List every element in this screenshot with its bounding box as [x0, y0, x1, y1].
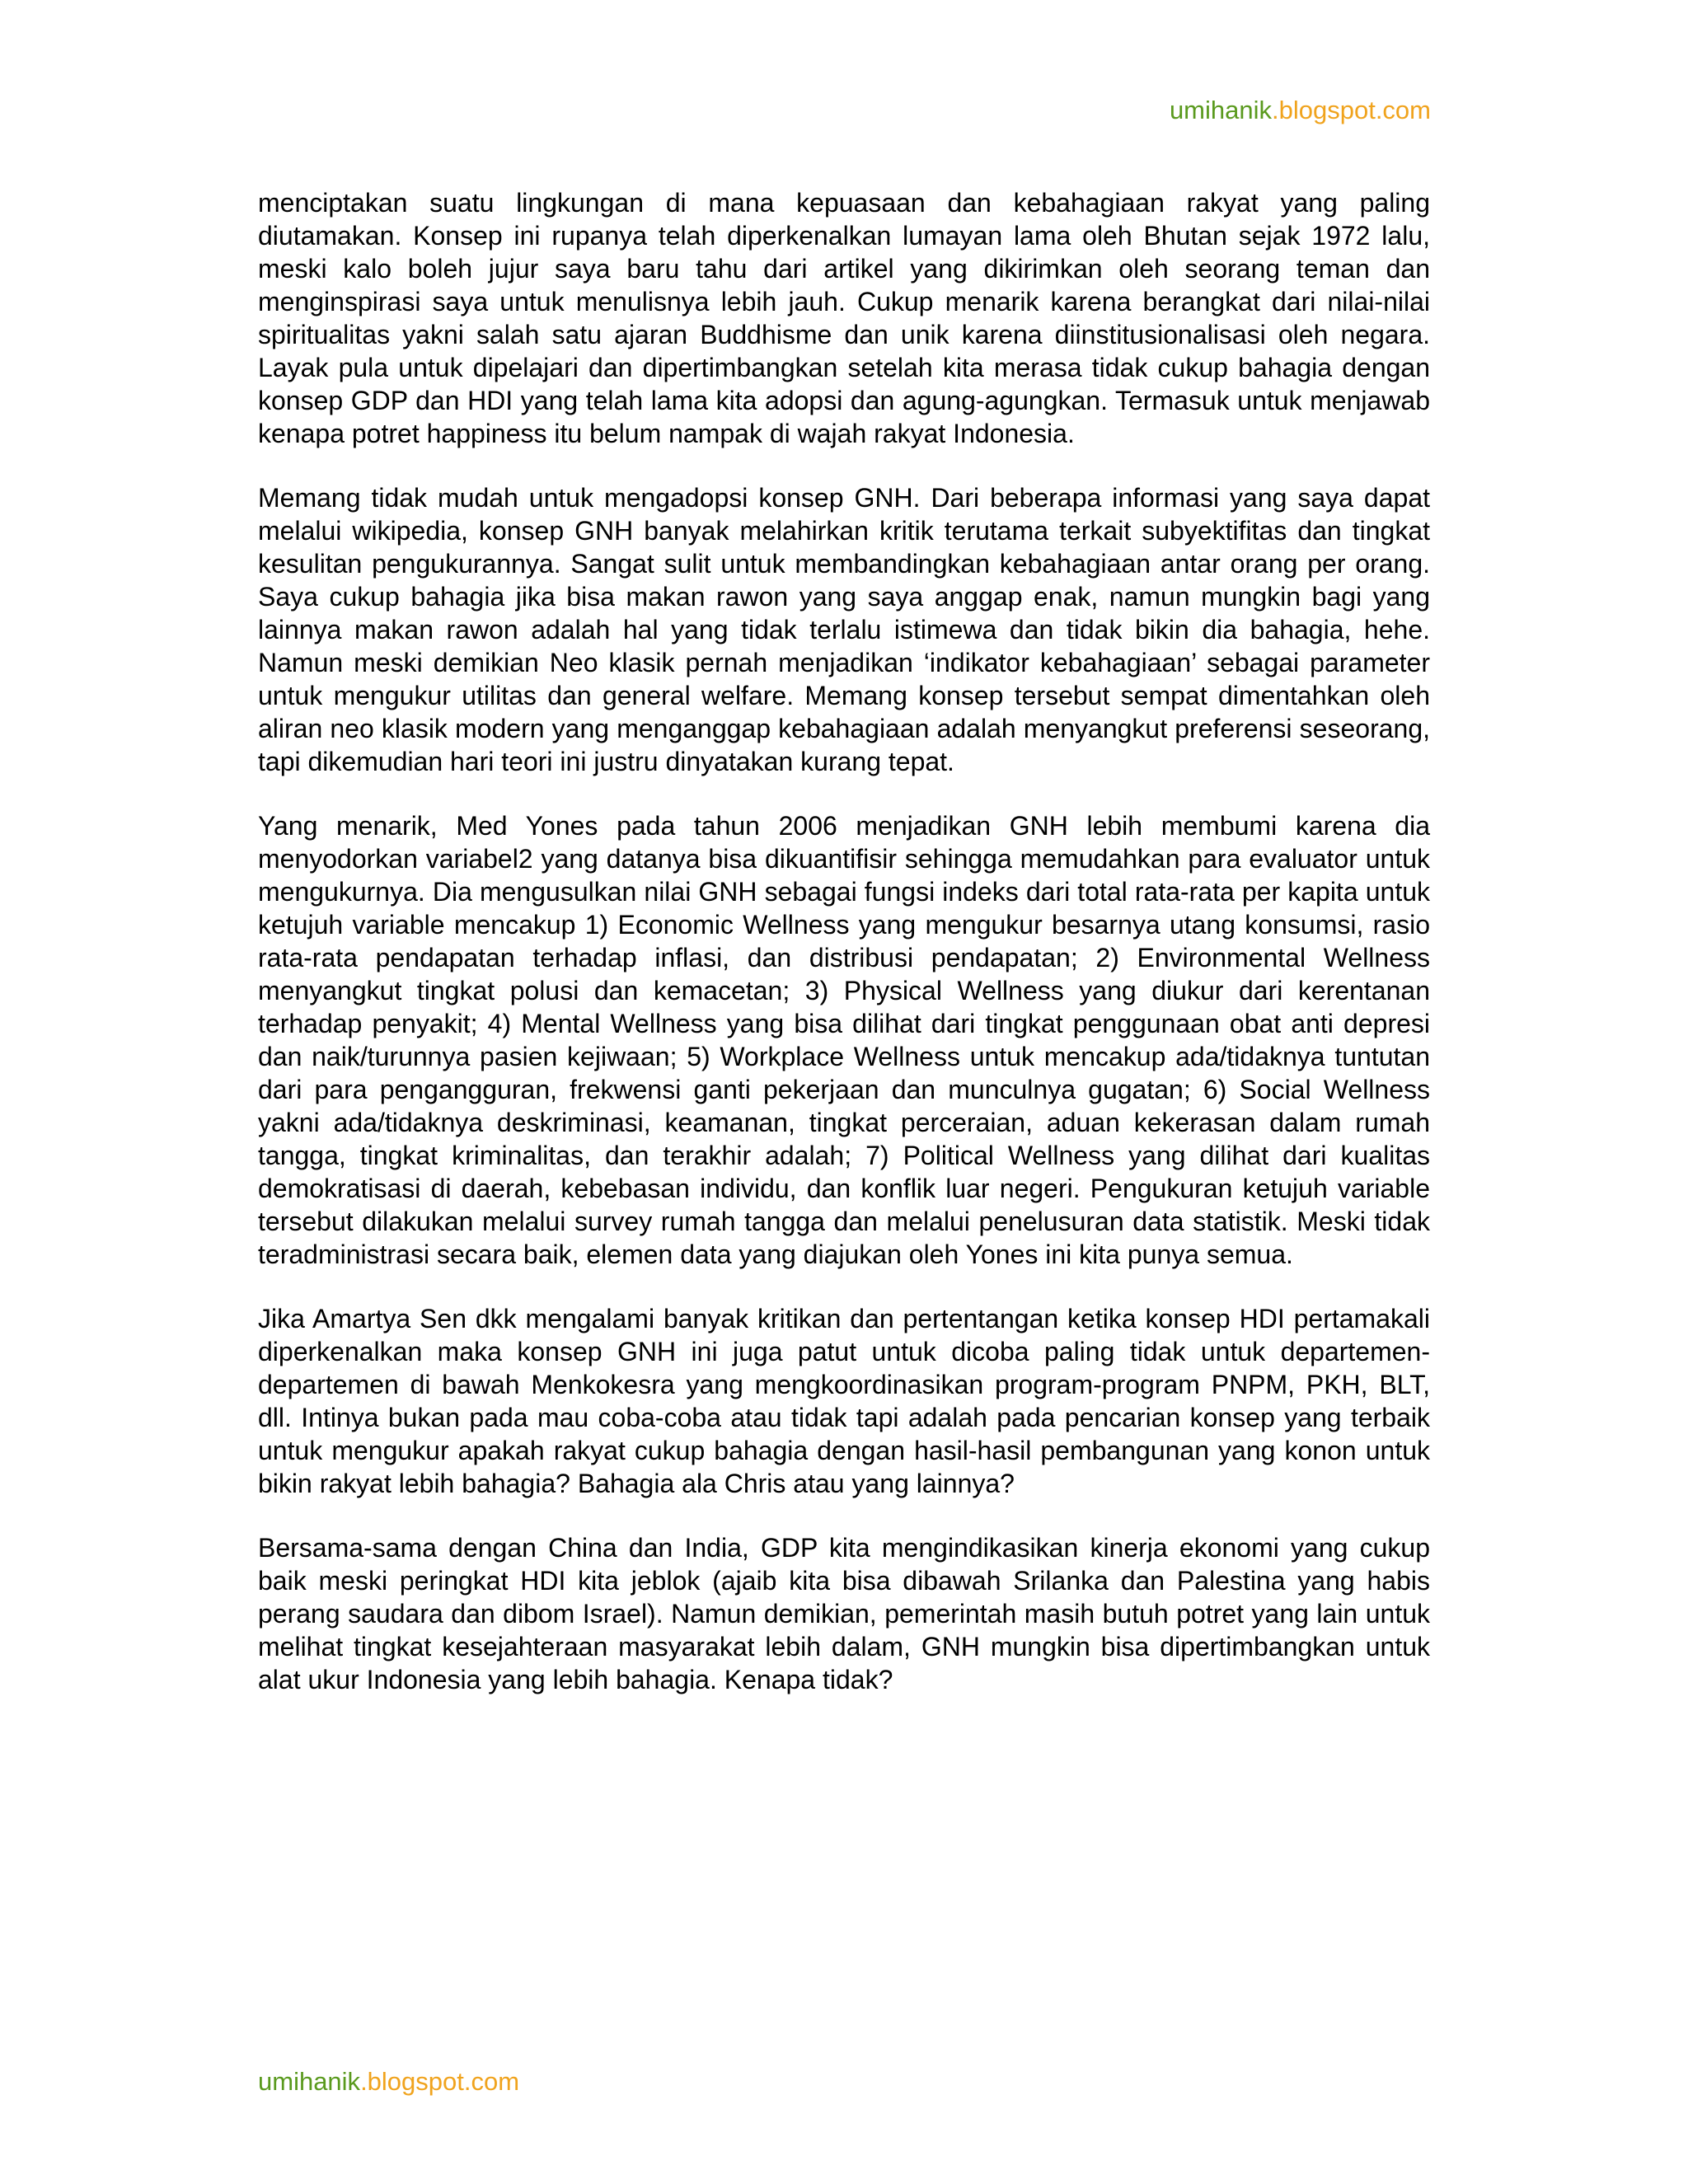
paragraph-1: menciptakan suatu lingkungan di mana kepuasaan dan kebahagiaan rakyat yang paling diutamakan. Konsep ini rupanya telah diperkenalkan lumayan lama oleh Bhutan sejak 1972 lalu, meski kalo boleh jujur saya baru tahu dari artikel yang dikirimkan oleh seorang teman dan menginspirasi saya untuk menulisnya lebih jauh. Cukup menarik karena berangkat dari nilai-nilai spiritualitas yakni salah satu ajaran Buddhisme dan unik karena diinstitusionalisasi oleh negara. Layak pula untuk dipelajari dan dipertimbangkan setelah kita merasa tidak cukup bahagia dengan konsep GDP dan HDI yang telah lama kita adopsi dan agung-agungkan. Termasuk untuk menjawab kenapa potret happiness itu belum nampak di wajah rakyat Indonesia.	[258, 188, 1430, 448]
article-body	[258, 186, 1430, 1727]
header-site-brand	[1170, 96, 1431, 125]
paragraph-5: Bersama-sama dengan China dan India, GDP kita mengindikasikan kinerja ekonomi yang cukup baik meski peringkat HDI kita jeblok (ajaib kita bisa dibawah Srilanka dan Palestina yang habis perang saudara dan dibom Israel). Namun demikian, pemerintah masih butuh potret yang lain untuk melihat tingkat kesejahteraan masyarakat lebih dalam, GNH mungkin bisa dipertimbangkan untuk alat ukur Indonesia yang lebih bahagia. Kenapa tidak?	[258, 1533, 1430, 1694]
paragraph-4: Jika Amartya Sen dkk mengalami banyak kritikan dan pertentangan ketika konsep HDI pertamakali diperkenalkan maka konsep GNH ini juga patut untuk dicoba paling tidak untuk departemen-departemen di bawah Menkokesra yang mengkoordinasikan program-program PNPM, PKH, BLT, dll. Intinya bukan pada mau coba-coba atau tidak tapi adalah pada pencarian konsep yang terbaik untuk mengukur apakah rakyat cukup bahagia dengan hasil-hasil pembangunan yang konon untuk bikin rakyat lebih bahagia? Bahagia ala Chris atau yang lainnya?	[258, 1304, 1430, 1498]
footer-site-brand	[258, 2067, 519, 2097]
footer-brand-name: umihanik	[258, 2067, 361, 2096]
paragraph-2: Memang tidak mudah untuk mengadopsi konsep GNH. Dari beberapa informasi yang saya dapat melalui wikipedia, konsep GNH banyak melahirkan kritik terutama terkait subyektifitas dan tingkat kesulitan pengukurannya. Sangat sulit untuk membandingkan kebahagiaan antar orang per orang. Saya cukup bahagia jika bisa makan rawon yang saya anggap enak, namun mungkin bagi yang lainnya makan rawon adalah hal yang tidak terlalu istimewa dan tidak bikin dia bahagia, hehe. Namun meski demikian Neo klasik pernah menjadikan ‘indikator kebahagiaan’ sebagai parameter untuk mengukur utilitas dan general welfare. Memang konsep tersebut sempat dimentahkan oleh aliran neo klasik modern yang menganggap kebahagiaan adalah menyangkut preferensi seseorang, tapi dikemudian hari teori ini justru dinyatakan kurang tepat.	[258, 483, 1430, 776]
header-brand-name: umihanik	[1169, 96, 1272, 124]
footer-brand-domain: .blogspot.com	[360, 2067, 520, 2096]
paragraph-3: Yang menarik, Med Yones pada tahun 2006 menjadikan GNH lebih membumi karena dia menyodorkan variabel2 yang datanya bisa dikuantifisir sehingga memudahkan para evaluator untuk mengukurnya. Dia mengusulkan nilai GNH sebagai fungsi indeks dari total rata-rata per kapita untuk ketujuh variable mencakup 1) Economic Wellness yang mengukur besarnya utang konsumsi, rasio rata-rata pendapatan terhadap inflasi, dan distribusi pendapatan; 2) Environmental Wellness menyangkut tingkat polusi dan kemacetan; 3) Physical Wellness yang diukur dari kerentanan terhadap penyakit; 4) Mental Wellness yang bisa dilihat dari tingkat penggunaan obat anti depresi dan naik/turunnya pasien kejiwaan; 5) Workplace Wellness untuk mencakup ada/tidaknya tuntutan dari para pengangguran, frekwensi ganti pekerjaan dan munculnya gugatan; 6) Social Wellness yakni ada/tidaknya deskriminasi, keamanan, tingkat perceraian, aduan kekerasan dalam rumah tangga, tingkat kriminalitas, dan terakhir adalah; 7) Political Wellness yang dilihat dari kualitas demokratisasi di daerah, kebebasan individu, dan konflik luar negeri. Pengukuran ketujuh variable tersebut dilakukan melalui survey rumah tangga dan melalui penelusuran data statistik. Meski tidak teradministrasi secara baik, elemen data yang diajukan oleh Yones ini kita punya semua.	[258, 811, 1430, 1269]
header-brand-domain: .blogspot.com	[1272, 96, 1431, 124]
